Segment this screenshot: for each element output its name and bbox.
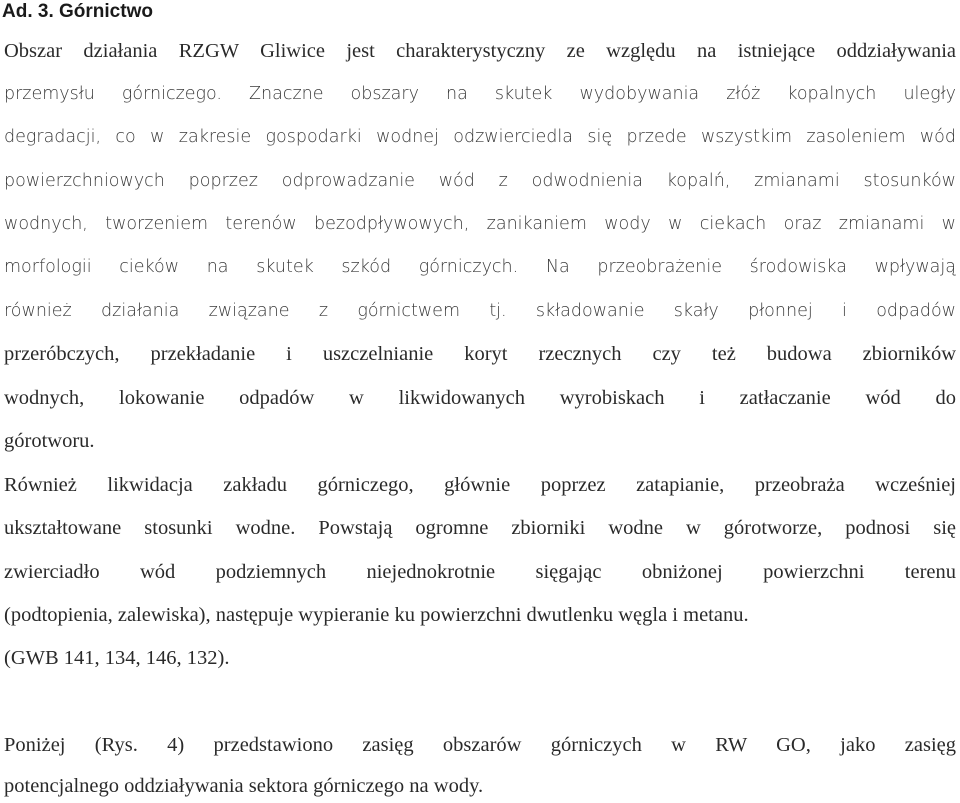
paragraph-line: Poniżej (Rys. 4) przedstawiono zasięg obszarów górniczych w RW GO, jako zasięg <box>4 734 956 756</box>
paragraph-line: potencjalnego oddziaływania sektora górniczego na wody. <box>4 775 484 797</box>
paragraph-line: Obszar działania RZGW Gliwice jest charakterystyczny ze względu na istniejące oddziaływania <box>4 40 956 62</box>
paragraph-line: zwierciadło wód podziemnych niejednokrotnie sięgając obniżonej powierzchni terenu <box>4 561 956 583</box>
paragraph-line: morfologii cieków na skutek szkód górniczych. Na przeobrażenie środowiska wpływają <box>4 257 956 277</box>
paragraph-line: ukształtowane stosunki wodne. Powstają ogromne zbiorniki wodne w górotworze, podnosi się <box>4 517 956 539</box>
paragraph-line: przemysłu górniczego. Znaczne obszary na skutek wydobywania złóż kopalnych uległy <box>4 84 956 104</box>
section-heading: Ad. 3. Górnictwo <box>2 1 153 22</box>
paragraph-line: przeróbczych, przekładanie i uszczelnianie koryt rzecznych czy też budowa zbiorników <box>4 343 956 365</box>
paragraph-line: Również likwidacja zakładu górniczego, głównie poprzez zatapianie, przeobraża wcześniej <box>4 474 956 496</box>
paragraph-line: wodnych, lokowanie odpadów w likwidowanych wyrobiskach i zatłaczanie wód do <box>4 387 956 409</box>
paragraph-line: (podtopienia, zalewiska), następuje wypieranie ku powierzchni dwutlenku węgla i metanu. <box>4 604 749 626</box>
paragraph-line: również działania związane z górnictwem tj. składowanie skały płonnej i odpadów <box>4 301 956 321</box>
paragraph-line: górotworu. <box>4 430 95 452</box>
paragraph-line: powierzchniowych poprzez odprowadzanie wód z odwodnienia kopalń, zmianami stosunków <box>4 171 956 191</box>
paragraph-line: (GWB 141, 134, 146, 132). <box>4 647 230 669</box>
paragraph-line: wodnych, tworzeniem terenów bezodpływowych, zanikaniem wody w ciekach oraz zmianami w <box>4 214 956 234</box>
paragraph-line: degradacji, co w zakresie gospodarki wodnej odzwierciedla się przede wszystkim zasoleniem wód <box>4 127 956 147</box>
